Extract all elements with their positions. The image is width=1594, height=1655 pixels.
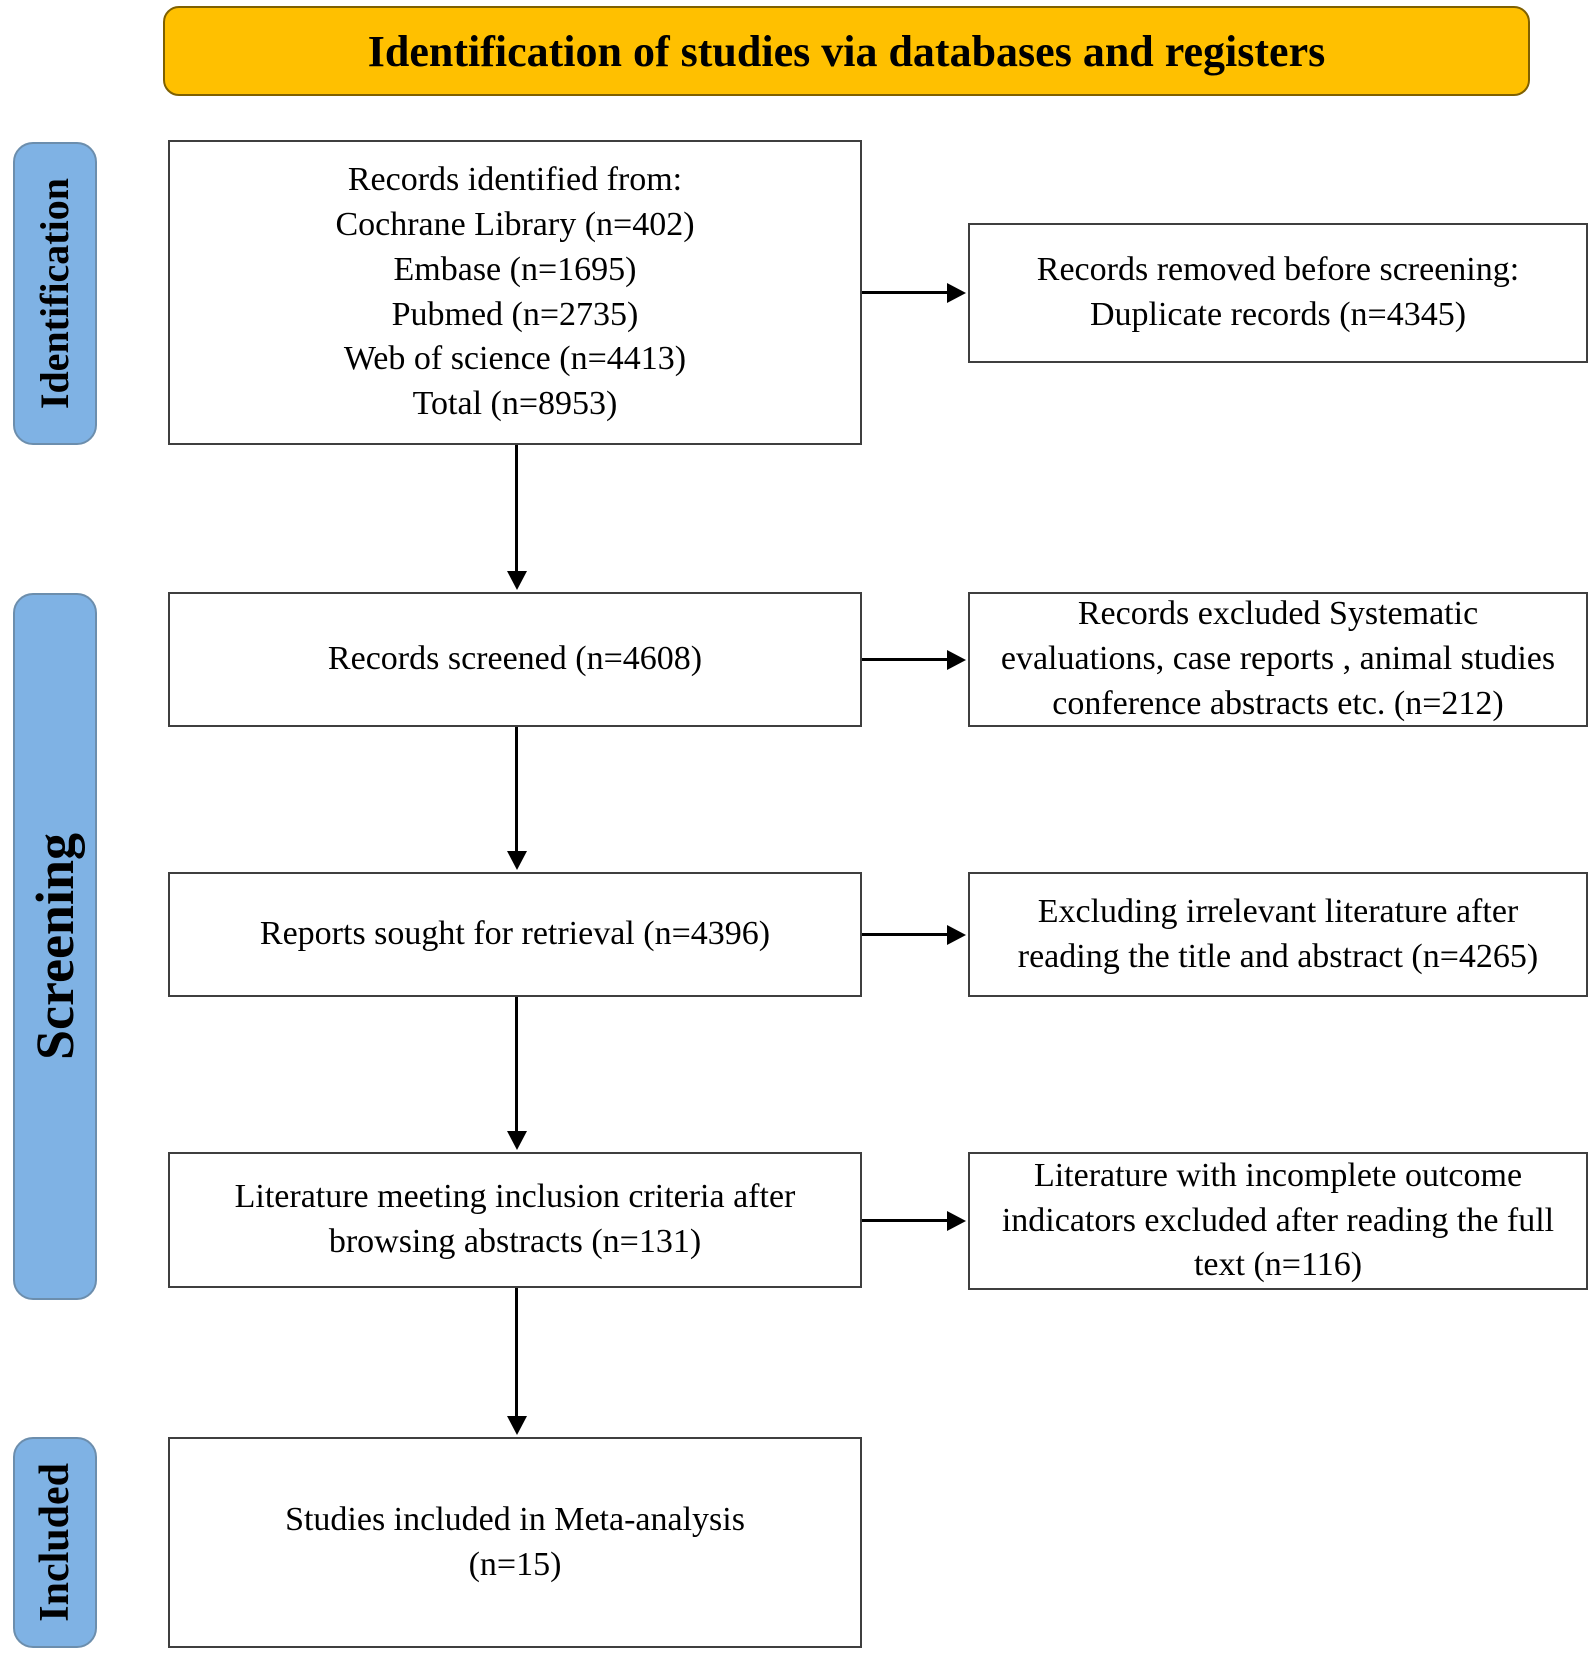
records-identified-box-line: Cochrane Library (n=402) (335, 205, 695, 243)
incomplete-outcome-box-line: text (n=116) (1193, 1246, 1363, 1284)
arrow-identified-to-screened-icon (515, 445, 518, 572)
stage-identification-label: Identification (32, 177, 77, 410)
irrelevant-excluded-box-line: Excluding irrelevant literature after (1037, 892, 1519, 930)
studies-included-box (168, 1437, 862, 1648)
inclusion-criteria-box-line: browsing abstracts (n=131) (328, 1223, 702, 1260)
stage-included-label: Included (32, 1463, 78, 1622)
incomplete-outcome-box-line: Literature with incomplete outcome (1033, 1156, 1523, 1194)
records-removed-box-line: Duplicate records (n=4345) (1089, 296, 1467, 333)
records-identified-box-line: Pubmed (n=2735) (391, 295, 639, 333)
arrow-identified-to-removed-icon (862, 291, 948, 294)
stage-screening (13, 593, 97, 1300)
reports-sought-box (168, 872, 862, 997)
stage-identification (13, 142, 97, 445)
arrow-criteria-to-included-icon (515, 1288, 518, 1417)
stage-included (13, 1437, 97, 1648)
records-excluded-box-line: Records excluded Systematic (1077, 595, 1479, 633)
records-excluded-box-line: evaluations, case reports , animal studies (1000, 640, 1556, 678)
records-removed-box (968, 223, 1588, 363)
arrow-screened-to-excluded-icon (862, 658, 948, 661)
records-screened-box-line: Records screened (n=4608) (327, 640, 703, 678)
stage-screening-label: Screening (25, 833, 85, 1060)
inclusion-criteria-box (168, 1152, 862, 1288)
records-identified-box-line: Records identified from: (347, 160, 683, 198)
records-excluded-box-line: conference abstracts etc. (n=212) (1052, 684, 1504, 722)
records-screened-box (168, 592, 862, 727)
records-identified-box (168, 140, 862, 445)
arrow-sought-to-criteria-icon (515, 997, 518, 1132)
irrelevant-excluded-box-line: reading the title and abstract (n=4265) (1017, 937, 1539, 975)
records-excluded-box (968, 592, 1588, 727)
banner-title (163, 6, 1530, 96)
records-identified-box-line: Web of science (n=4413) (343, 340, 687, 378)
incomplete-outcome-box (968, 1152, 1588, 1290)
studies-included-box-line: (n=15) (468, 1545, 562, 1583)
arrow-sought-to-irrelevant-icon (862, 933, 948, 936)
arrow-screened-to-sought-icon (515, 727, 518, 852)
banner-title-text: Identification of studies via databases and registers (367, 26, 1326, 76)
studies-included-box-line: Studies included in Meta-analysis (285, 1500, 745, 1538)
inclusion-criteria-box-line: Literature meeting inclusion criteria after (234, 1178, 796, 1216)
reports-sought-box-line: Reports sought for retrieval (n=4396) (259, 915, 771, 953)
records-identified-box-line: Total (n=8953) (412, 385, 618, 423)
records-removed-box-line: Records removed before screening: (1036, 251, 1520, 289)
incomplete-outcome-box-line: indicators excluded after reading the full (1001, 1201, 1555, 1239)
arrow-criteria-to-incomplete-icon (862, 1219, 948, 1222)
irrelevant-excluded-box (968, 872, 1588, 997)
records-identified-box-line: Embase (n=1695) (393, 250, 637, 288)
